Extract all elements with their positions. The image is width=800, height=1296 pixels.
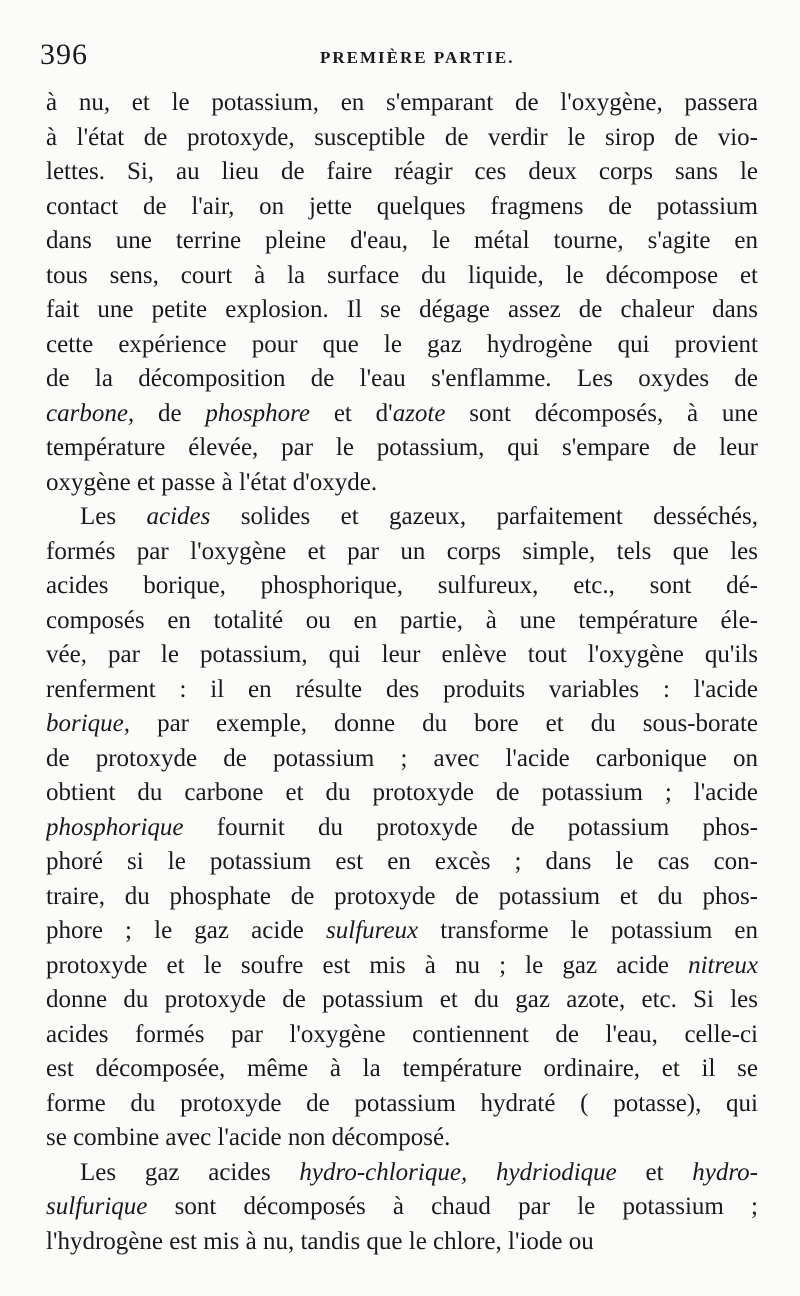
text-line [46, 1156, 758, 1191]
text-line [46, 362, 758, 397]
text-run [467, 1159, 496, 1186]
text-run: se combine avec l'acide non décomposé. [46, 1124, 451, 1151]
text-line [46, 1190, 758, 1225]
text-run: oxygène et passe à l'état d'oxyde. [46, 468, 378, 496]
text-line [46, 431, 758, 466]
text-run: composés en totalité ou en partie, à une température éle- [46, 606, 758, 634]
text-line [46, 466, 758, 501]
italic-term: hydriodique [495, 1158, 617, 1186]
text-line [46, 569, 758, 604]
text-run: et [616, 1158, 693, 1186]
page-number: 396 [40, 38, 88, 71]
text-line [46, 776, 758, 811]
text-line [46, 293, 758, 328]
text-run: acides borique, phosphorique, sulfureux, etc., sont dé- [46, 572, 758, 599]
paragraph [46, 1156, 758, 1260]
text-line [46, 811, 758, 846]
text-run: obtient du carbone et du protoxyde de potassium ; l'acide [46, 779, 758, 806]
text-run: sont décomposés à chaud par le potassium ; [147, 1193, 758, 1220]
text-run: formés par l'oxygène et par un corps simple, tels que les [46, 537, 758, 565]
text-line [46, 742, 758, 777]
text-line [46, 845, 758, 880]
text-run: à l'état de protoxyde, susceptible de verdir le sirop de vio- [46, 123, 758, 151]
italic-term: sulfurique [46, 1193, 148, 1220]
text-line [46, 86, 758, 121]
text-line [46, 500, 758, 535]
text-run: transforme le potassium en [418, 917, 758, 944]
text-run: et d' [310, 399, 393, 427]
text-line [46, 1225, 758, 1260]
text-line [46, 949, 758, 984]
text-line [46, 1018, 758, 1053]
text-line [46, 880, 758, 915]
text-run: à nu, et le potassium, en s'emparant de l'oxygène, passera [46, 89, 758, 116]
text-run: vée, par le potassium, qui leur enlève tout l'oxygène qu'ils [46, 641, 758, 668]
text-run: température élevée, par le potassium, qui s'empare de leur [46, 434, 758, 461]
text-run: de [134, 399, 206, 427]
text-run: fait une petite explosion. Il se dégage assez de chaleur dans [46, 296, 758, 323]
text-run: acides formés par l'oxygène contiennent de l'eau, celle-ci [46, 1020, 758, 1048]
text-run: solides et gazeux, parfaitement desséchés, [210, 503, 758, 530]
text-line [46, 259, 758, 294]
paragraph [46, 86, 758, 500]
page-header [40, 38, 760, 78]
text-run: Les gaz acides [80, 1158, 300, 1186]
text-line [46, 1087, 758, 1122]
text-line [46, 673, 758, 708]
italic-term: borique, [46, 710, 131, 737]
text-line [46, 1052, 758, 1087]
text-run: l'hydrogène est mis à nu, tandis que le chlore, l'iode ou [46, 1227, 594, 1255]
text-run: phoré si le potassium est en excès ; dans le cas con- [46, 848, 758, 875]
running-head: PREMIÈRE PARTIE. [320, 48, 515, 67]
body-text [46, 86, 758, 1259]
text-run: dans une terrine pleine d'eau, le métal tourne, s'agite en [46, 227, 758, 254]
text-line [46, 535, 758, 570]
text-line [46, 638, 758, 673]
text-run: est décomposée, même à la température ordinaire, et il se [46, 1055, 758, 1082]
italic-term: hydro-chlorique, [299, 1158, 468, 1186]
text-line [46, 983, 758, 1018]
italic-term: hydro- [692, 1158, 758, 1186]
text-run: renferment : il en résulte des produits variables : l'acide [46, 675, 758, 703]
text-run: donne du protoxyde de potassium et du gaz azote, etc. Si les [46, 986, 758, 1013]
text-line [46, 224, 758, 259]
italic-term: nitreux [688, 951, 758, 979]
paragraph [46, 500, 758, 1156]
text-run: de protoxyde de potassium ; avec l'acide carbonique on [46, 744, 758, 772]
text-run: tous sens, court à la surface du liquide, le décompose et [46, 261, 758, 289]
text-line [46, 1121, 758, 1156]
italic-term: azote [392, 399, 446, 427]
text-run: forme du protoxyde de potassium hydraté ( potasse), qui [46, 1089, 758, 1117]
text-run: sont décomposés, à une [445, 399, 758, 427]
text-line [46, 397, 758, 432]
text-run: contact de l'air, on jette quelques fragmens de potassium [46, 192, 758, 220]
text-line [46, 914, 758, 949]
text-line [46, 190, 758, 225]
text-line [46, 707, 758, 742]
italic-term: phosphore [205, 399, 311, 427]
text-run: traire, du phosphate de protoxyde de potassium et du phos- [46, 882, 758, 910]
italic-term: phosphorique [46, 813, 184, 841]
italic-term: carbone, [46, 399, 135, 427]
text-line [46, 328, 758, 363]
text-run: lettes. Si, au lieu de faire réagir ces deux corps sans le [46, 158, 758, 185]
text-run: Les [80, 503, 147, 530]
text-run: cette expérience pour que le gaz hydrogène qui provient [46, 330, 758, 358]
text-run: fournit du protoxyde de potassium phos- [183, 813, 758, 841]
text-line [46, 604, 758, 639]
text-line [46, 155, 758, 190]
italic-term: acides [146, 503, 211, 530]
text-run: par exemple, donne du bore et du sous-borate [130, 710, 758, 737]
italic-term: sulfureux [326, 917, 419, 944]
text-run: protoxyde et le soufre est mis à nu ; le gaz acide [46, 951, 689, 979]
text-run: de la décomposition de l'eau s'enflamme. Les oxydes de [46, 365, 758, 392]
text-run: phore ; le gaz acide [46, 917, 327, 944]
text-line [46, 121, 758, 156]
